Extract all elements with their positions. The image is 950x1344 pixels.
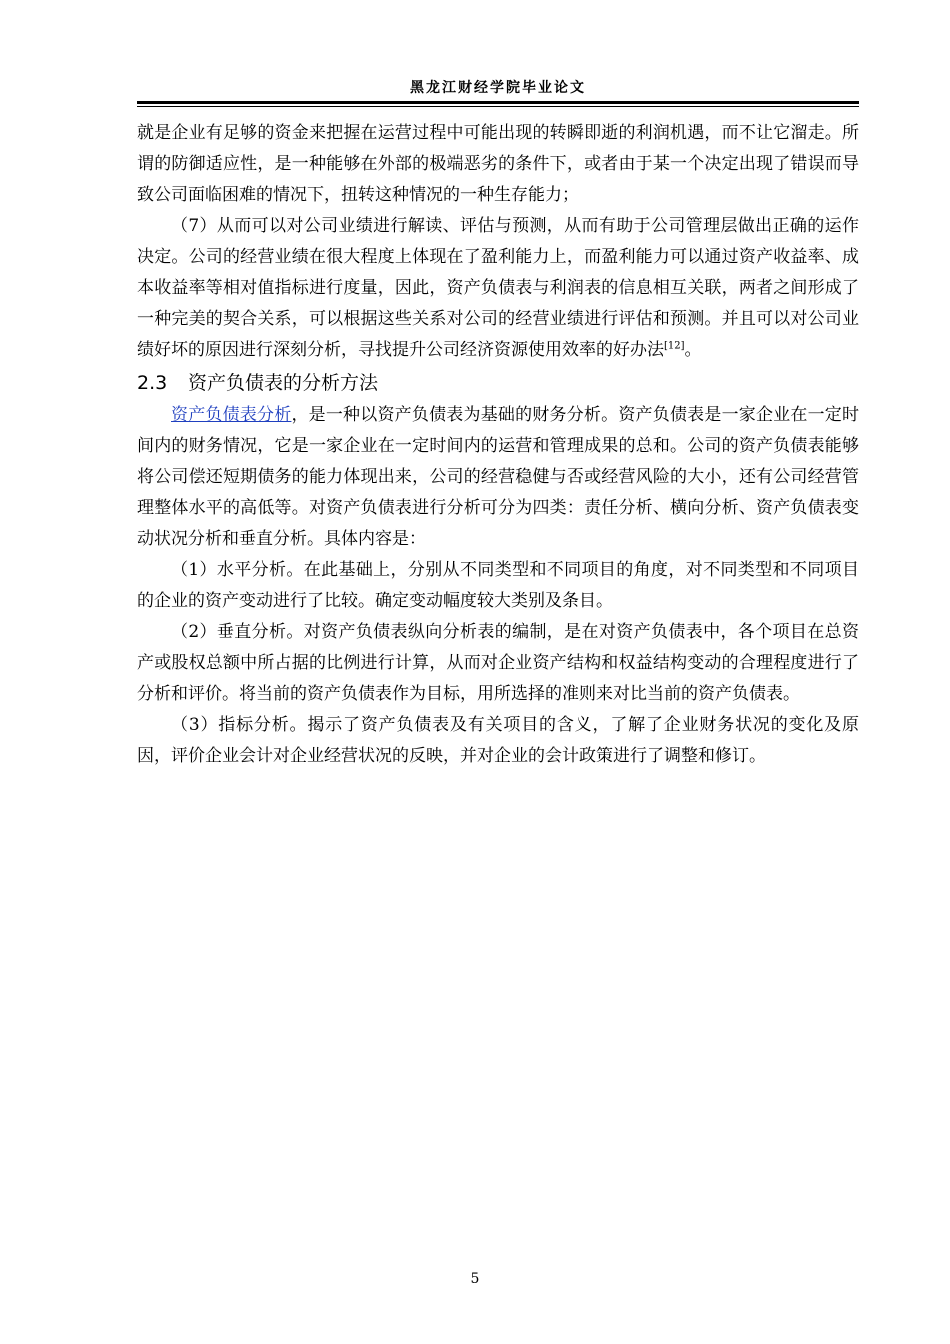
paragraph-item-7 [137,211,859,366]
page-header-title: 黑龙江财经学院毕业论文 [410,80,586,96]
paragraph-text: （3）指标分析。揭示了资产负债表及有关项目的含义，了解了企业财务状况的变化及原因，评价企业会计对企业经营状况的反映，并对企业的会计政策进行了调整和修订。 [137,715,859,766]
paragraph-intro [137,400,859,555]
paragraph-end-punctuation: 。 [684,340,702,360]
document-body [137,118,859,772]
paragraph-text: ，是一种以资产负债表为基础的财务分析。资产负债表是一家企业在一定时间内的财务情况，它是一家企业在一定时间内的运营和管理成果的总和。公司的资产负债表能够将公司偿还短期债务的能力体现出来，公司的经营稳健与否或经营风险的大小，还有公司经营管理整体水平的高低等。对资产负债表进行分析可分为四类：责任分析、横向分析、资产负债表变动状况分析和垂直分析。具体内容是： [137,405,860,549]
paragraph-text: 就是企业有足够的资金来把握在运营过程中可能出现的转瞬即逝的利润机遇，而不让它溜走。所谓的防御适应性，是一种能够在外部的极端恶劣的条件下，或者由于某一个决定出现了错误而导致公司面临困难的情况下，扭转这种情况的一种生存能力； [137,123,859,205]
page-number: 5 [470,1271,480,1287]
section-title: 资产负债表的分析方法 [188,372,379,394]
paragraph-text: （7）从而可以对公司业绩进行解读、评估与预测，从而有助于公司管理层做出正确的运作决定。公司的经营业绩在很大程度上体现在了盈利能力上，而盈利能力可以通过资产收益率、成本收益率等相对值指标进行度量，因此，资产负债表与利润表的信息相互关联，两者之间形成了一种完美的契合关系，可以根据这些关系对公司的经营业绩进行评估和预测。并且可以对公司业绩好坏的原因进行深刻分析，寻找提升公司经济资源使用效率的好办法 [137,216,859,360]
section-heading [137,366,859,400]
balance-sheet-analysis-link[interactable]: 资产负债表分析 [171,405,292,425]
paragraph-vertical-analysis [137,617,859,710]
paragraph-continuation [137,118,859,211]
paragraph-horizontal-analysis [137,555,859,617]
paragraph-text: （1）水平分析。在此基础上，分别从不同类型和不同项目的角度，对不同类型和不同项目的企业的资产变动进行了比较。确定变动幅度较大类别及条目。 [137,560,859,611]
paragraph-indicator-analysis [137,710,859,772]
header-rule-thick [137,101,859,104]
section-number: 2.3 [137,372,168,394]
paragraph-text: （2）垂直分析。对资产负债表纵向分析表的编制，是在对资产负债表中，各个项目在总资产或股权总额中所占据的比例进行计算，从而对企业资产结构和权益结构变动的合理程度进行了分析和评价。将当前的资产负债表作为目标，用所选择的准则来对比当前的资产负债表。 [137,622,859,704]
header-rule-thin [137,106,859,107]
citation-reference: [12] [664,340,685,352]
